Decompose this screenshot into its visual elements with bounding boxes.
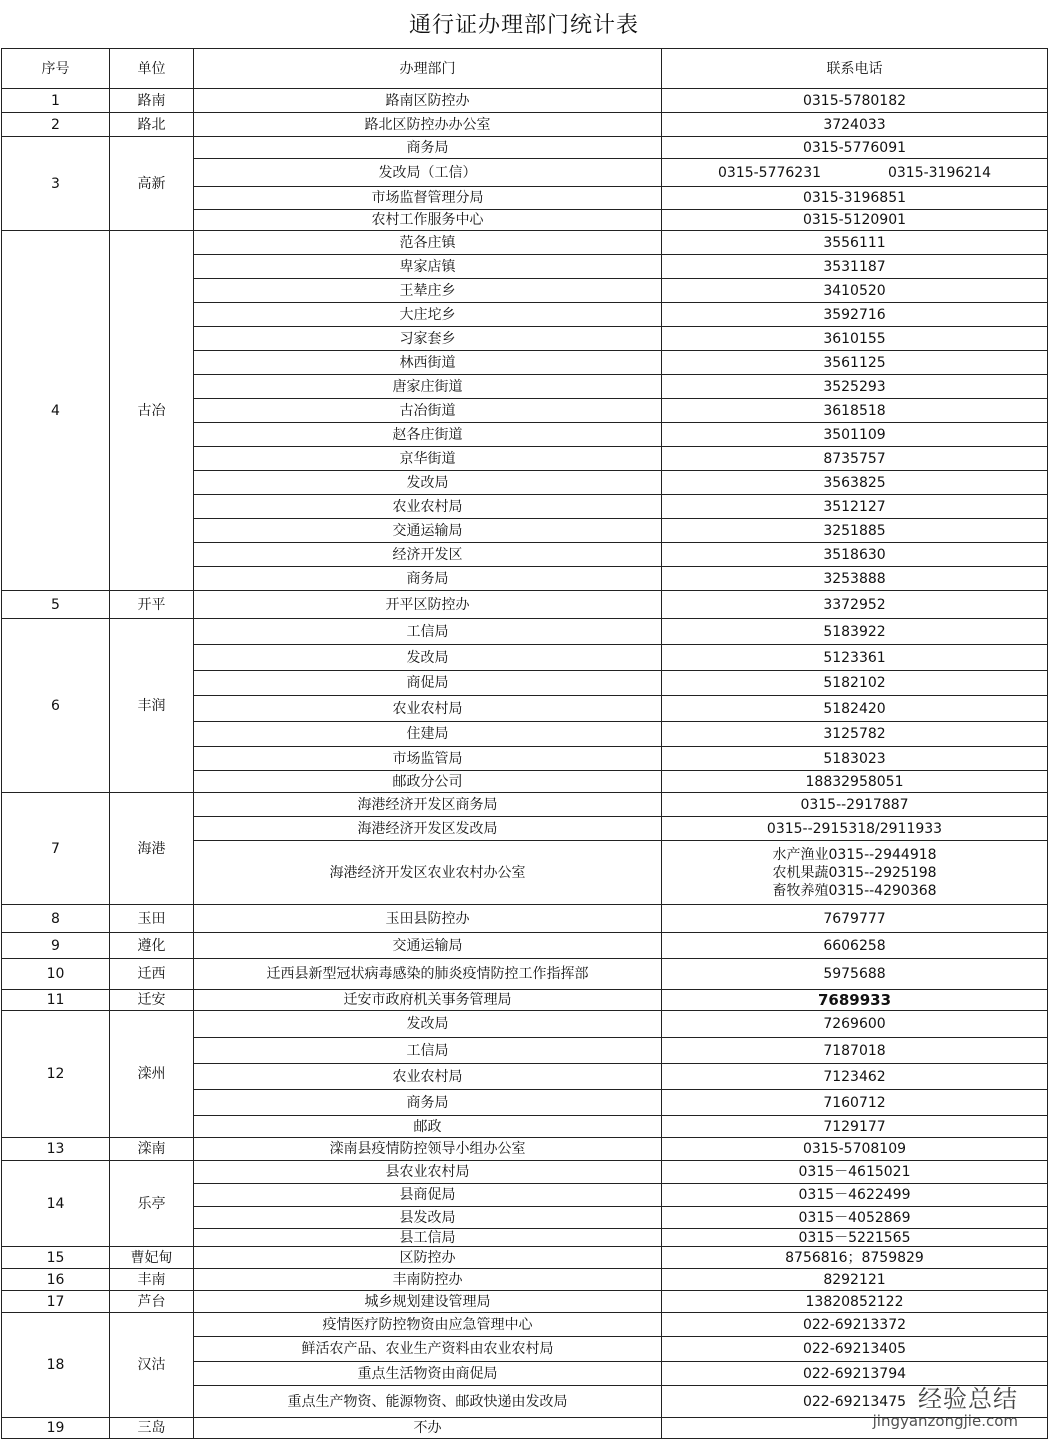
row-dept: 习家套乡	[194, 327, 662, 351]
row-unit: 汉沽	[110, 1313, 194, 1418]
row-phone: 3592716	[662, 303, 1048, 327]
row-phone: 7689933	[662, 990, 1048, 1011]
row-phone: 3525293	[662, 375, 1048, 399]
row-phone: 3610155	[662, 327, 1048, 351]
row-phone: 8292121	[662, 1269, 1048, 1291]
row-phone: 7269600	[662, 1011, 1048, 1038]
row-phone: 0315－5221565	[662, 1229, 1048, 1247]
row-dept: 古冶街道	[194, 399, 662, 423]
table-row	[2, 137, 1048, 159]
table-row	[2, 1011, 1048, 1038]
row-phone: 0315－4615021	[662, 1161, 1048, 1184]
row-dept: 重点生活物资由商促局	[194, 1362, 662, 1386]
row-phone: 13820852122	[662, 1291, 1048, 1313]
row-unit: 古冶	[110, 231, 194, 591]
row-dept: 农业农村局	[194, 696, 662, 722]
row-phone: 7129177	[662, 1116, 1048, 1138]
row-unit: 滦州	[110, 1011, 194, 1138]
row-dept: 发改局	[194, 1011, 662, 1038]
row-dept: 农业农村局	[194, 495, 662, 519]
header-seq: 序号	[2, 49, 110, 89]
table-row	[2, 113, 1048, 137]
row-dept: 交通运输局	[194, 933, 662, 959]
row-dept: 林西街道	[194, 351, 662, 375]
row-seq: 8	[2, 905, 110, 933]
row-seq: 10	[2, 959, 110, 990]
row-phone: 3251885	[662, 519, 1048, 543]
row-dept: 赵各庄街道	[194, 423, 662, 447]
table-row	[2, 89, 1048, 113]
department-table	[1, 48, 1048, 1439]
header-unit: 单位	[110, 49, 194, 89]
row-phone: 0315-5776091	[662, 137, 1048, 159]
row-phone: 5182420	[662, 696, 1048, 722]
row-seq: 17	[2, 1291, 110, 1313]
row-dept: 玉田县防控办	[194, 905, 662, 933]
row-phone: 5183922	[662, 619, 1048, 645]
row-dept: 迁安市政府机关事务管理局	[194, 990, 662, 1011]
row-dept: 住建局	[194, 722, 662, 747]
row-phone: 3125782	[662, 722, 1048, 747]
row-phone: 0315--2917887	[662, 793, 1048, 817]
row-unit: 曹妃甸	[110, 1247, 194, 1269]
row-dept: 大庄坨乡	[194, 303, 662, 327]
row-phone: 0315--2915318/2911933	[662, 817, 1048, 841]
row-phone: 5975688	[662, 959, 1048, 990]
row-dept: 区防控办	[194, 1247, 662, 1269]
row-dept: 不办	[194, 1418, 662, 1439]
row-dept: 县商促局	[194, 1184, 662, 1207]
row-unit: 遵化	[110, 933, 194, 959]
row-dept: 迁西县新型冠状病毒感染的肺炎疫情防控工作指挥部	[194, 959, 662, 990]
row-phone: 3372952	[662, 591, 1048, 619]
row-dept: 鲜活农产品、农业生产资料由农业农村局	[194, 1337, 662, 1362]
table-row	[2, 1313, 1048, 1337]
row-seq: 9	[2, 933, 110, 959]
header-phone: 联系电话	[662, 49, 1048, 89]
row-dept: 发改局	[194, 645, 662, 671]
row-dept: 疫情医疗防控物资由应急管理中心	[194, 1313, 662, 1337]
row-dept: 县农业农村局	[194, 1161, 662, 1184]
row-unit: 玉田	[110, 905, 194, 933]
row-dept: 路北区防控办办公室	[194, 113, 662, 137]
row-unit: 海港	[110, 793, 194, 905]
row-phone: 3618518	[662, 399, 1048, 423]
table-row	[2, 591, 1048, 619]
table-row	[2, 1247, 1048, 1269]
row-phone: 3512127	[662, 495, 1048, 519]
row-dept: 海港经济开发区发改局	[194, 817, 662, 841]
row-dept: 发改局	[194, 471, 662, 495]
row-phone	[662, 159, 1048, 187]
row-dept: 开平区防控办	[194, 591, 662, 619]
row-phone: 6606258	[662, 933, 1048, 959]
row-dept: 工信局	[194, 1038, 662, 1064]
row-dept: 唐家庄街道	[194, 375, 662, 399]
table-row	[2, 1291, 1048, 1313]
row-unit: 迁西	[110, 959, 194, 990]
row-dept: 商务局	[194, 1090, 662, 1116]
table-row	[2, 793, 1048, 817]
row-unit: 路南	[110, 89, 194, 113]
row-phone: 5123361	[662, 645, 1048, 671]
row-unit: 三岛	[110, 1418, 194, 1439]
row-unit: 芦台	[110, 1291, 194, 1313]
table-header-row	[2, 49, 1048, 89]
row-phone: 3561125	[662, 351, 1048, 375]
row-dept: 市场监督管理分局	[194, 187, 662, 210]
row-phone: 5182102	[662, 671, 1048, 696]
row-phone: 022-69213372	[662, 1313, 1048, 1337]
row-dept: 经济开发区	[194, 543, 662, 567]
row-phone: 5183023	[662, 747, 1048, 771]
row-dept: 范各庄镇	[194, 231, 662, 255]
row-unit: 迁安	[110, 990, 194, 1011]
row-dept: 农村工作服务中心	[194, 210, 662, 231]
row-seq: 1	[2, 89, 110, 113]
row-seq: 18	[2, 1313, 110, 1418]
row-phone: 3410520	[662, 279, 1048, 303]
row-dept: 县发改局	[194, 1207, 662, 1229]
row-phone: 7160712	[662, 1090, 1048, 1116]
row-seq: 11	[2, 990, 110, 1011]
row-seq: 14	[2, 1161, 110, 1247]
row-dept: 商务局	[194, 567, 662, 591]
row-seq: 6	[2, 619, 110, 793]
row-seq: 16	[2, 1269, 110, 1291]
row-dept: 邮政	[194, 1116, 662, 1138]
watermark-url: jingyanzongjie.com	[872, 1412, 1018, 1430]
row-phone: 7123462	[662, 1064, 1048, 1090]
table-row	[2, 905, 1048, 933]
row-dept: 路南区防控办	[194, 89, 662, 113]
row-unit: 开平	[110, 591, 194, 619]
row-seq: 19	[2, 1418, 110, 1439]
row-phone: 18832958051	[662, 771, 1048, 793]
row-seq: 7	[2, 793, 110, 905]
row-phone: 0315-5120901	[662, 210, 1048, 231]
row-dept: 重点生产物资、能源物资、邮政快递由发改局	[194, 1386, 662, 1418]
row-dept: 市场监管局	[194, 747, 662, 771]
table-row	[2, 1269, 1048, 1291]
row-phone: 3501109	[662, 423, 1048, 447]
row-unit: 丰南	[110, 1269, 194, 1291]
row-phone: 8735757	[662, 447, 1048, 471]
table-row	[2, 1161, 1048, 1184]
watermark-logo: 经验总结	[918, 1385, 1018, 1413]
table-row	[2, 619, 1048, 645]
row-phone	[662, 841, 1048, 905]
row-dept: 海港经济开发区商务局	[194, 793, 662, 817]
row-phone: 0315－4052869	[662, 1207, 1048, 1229]
row-phone: 0315-3196851	[662, 187, 1048, 210]
row-phone: 022-69213475	[662, 1386, 1048, 1418]
row-dept: 王辇庄乡	[194, 279, 662, 303]
row-phone: 3518630	[662, 543, 1048, 567]
row-dept: 城乡规划建设管理局	[194, 1291, 662, 1313]
row-seq: 12	[2, 1011, 110, 1138]
row-seq: 3	[2, 137, 110, 231]
row-phone: 3556111	[662, 231, 1048, 255]
row-unit: 路北	[110, 113, 194, 137]
row-dept: 邮政分公司	[194, 771, 662, 793]
row-phone: 0315－4622499	[662, 1184, 1048, 1207]
row-unit: 滦南	[110, 1138, 194, 1161]
row-dept: 工信局	[194, 619, 662, 645]
row-dept: 发改局（工信）	[194, 159, 662, 187]
row-phone: 8756816；8759829	[662, 1247, 1048, 1269]
table-row	[2, 933, 1048, 959]
row-phone: 022-69213405	[662, 1337, 1048, 1362]
row-dept: 海港经济开发区农业农村办公室	[194, 841, 662, 905]
phone-a: 0315-5776231	[718, 164, 822, 181]
row-seq: 15	[2, 1247, 110, 1269]
row-phone: 7187018	[662, 1038, 1048, 1064]
row-seq: 2	[2, 113, 110, 137]
row-phone: 7679777	[662, 905, 1048, 933]
row-phone: 3531187	[662, 255, 1048, 279]
row-phone: 0315-5708109	[662, 1138, 1048, 1161]
row-phone: 0315-5780182	[662, 89, 1048, 113]
row-seq: 13	[2, 1138, 110, 1161]
watermark	[873, 1379, 1018, 1430]
row-seq: 5	[2, 591, 110, 619]
row-dept: 滦南县疫情防控领导小组办公室	[194, 1138, 662, 1161]
row-dept: 商务局	[194, 137, 662, 159]
phone-line: 农机果蔬0315--2925198	[772, 864, 937, 881]
table-row	[2, 959, 1048, 990]
row-dept: 丰南防控办	[194, 1269, 662, 1291]
phone-b: 0315-3196214	[887, 164, 991, 181]
phone-line: 畜牧养殖0315--4290368	[772, 882, 937, 899]
row-dept: 京华街道	[194, 447, 662, 471]
row-dept: 县工信局	[194, 1229, 662, 1247]
table-row	[2, 1138, 1048, 1161]
row-unit: 乐亭	[110, 1161, 194, 1247]
header-dept: 办理部门	[194, 49, 662, 89]
page-title: 通行证办理部门统计表	[408, 13, 639, 38]
table-row	[2, 990, 1048, 1011]
row-dept: 卑家店镇	[194, 255, 662, 279]
row-dept: 农业农村局	[194, 1064, 662, 1090]
row-unit: 丰润	[110, 619, 194, 793]
row-dept: 商促局	[194, 671, 662, 696]
table-row	[2, 231, 1048, 255]
row-phone: 022-69213794	[662, 1362, 1048, 1386]
row-phone: 3563825	[662, 471, 1048, 495]
row-phone: 3724033	[662, 113, 1048, 137]
row-dept: 交通运输局	[194, 519, 662, 543]
row-phone: 3253888	[662, 567, 1048, 591]
row-unit: 高新	[110, 137, 194, 231]
row-seq: 4	[2, 231, 110, 591]
phone-line: 水产渔业0315--2944918	[772, 846, 937, 863]
